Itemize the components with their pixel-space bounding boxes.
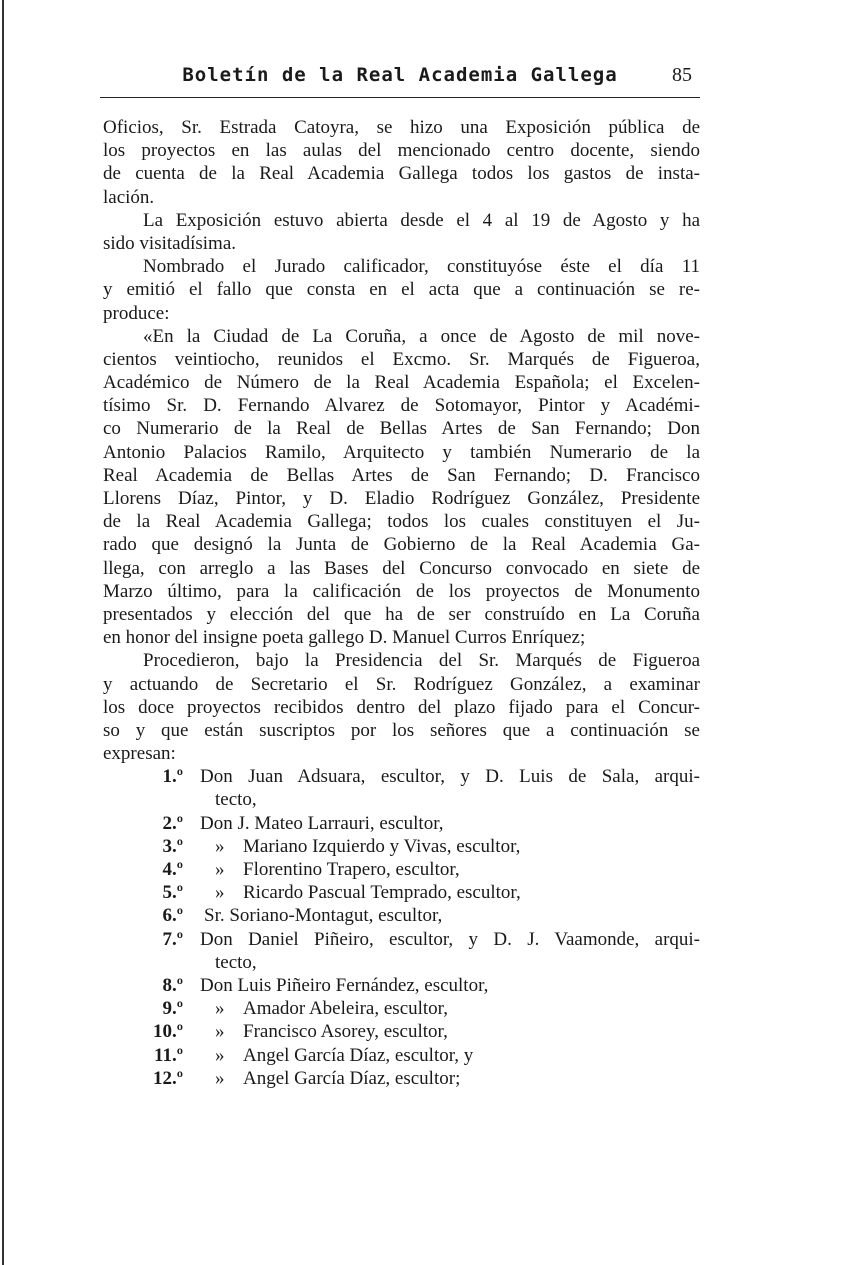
item-number: 6.º xyxy=(162,905,183,927)
text-line: Llorens Díaz, Pintor, y D. Eladio Rodríguez González, Presidente xyxy=(103,488,700,509)
item-text: Angel García Díaz, escultor; xyxy=(243,1067,461,1089)
item-text: Amador Abeleira, escultor, xyxy=(243,998,449,1020)
text-line: La Exposición estuvo abierta desde el 4 al 19 de Agosto y ha xyxy=(143,209,700,231)
item-number: 12.º xyxy=(152,1067,183,1089)
text-line: los proyectos en las aulas del mencionado centro docente, siendo xyxy=(103,140,700,162)
text-line: llega, con arreglo a las Bases del Concurso convocado en siete de xyxy=(103,557,700,579)
item-text: Angel García Díaz, escultor, y xyxy=(243,1044,474,1066)
ditto-mark: » xyxy=(215,835,225,857)
text-line: en honor del insigne poeta gallego D. Manuel Curros Enríquez; xyxy=(103,627,586,649)
item-number: 8.º xyxy=(162,974,183,996)
list-item xyxy=(103,835,700,858)
list-item xyxy=(103,765,700,788)
list-item xyxy=(103,904,700,927)
list-item-continuation xyxy=(103,951,700,974)
item-text: Francisco Asorey, escultor, xyxy=(243,1021,448,1043)
item-number: 4.º xyxy=(162,859,183,880)
ditto-mark: » xyxy=(215,1044,225,1066)
list-item-continuation xyxy=(103,788,700,811)
item-number: 3.º xyxy=(162,835,183,857)
list-item xyxy=(103,928,700,951)
text-line: Nombrado el Jurado calificador, constituyóse éste el día 11 xyxy=(143,256,700,278)
item-text: Florentino Trapero, escultor, xyxy=(243,859,460,880)
list-item xyxy=(103,858,700,881)
item-text: Sr. Soriano-Montagut, escultor, xyxy=(204,905,443,927)
item-text: Don Juan Adsuara, escultor, y D. Luis de Sala, arqui- xyxy=(200,766,700,788)
text-line: de la Real Academia Gallega; todos los cuales constituyen el Ju- xyxy=(103,511,700,533)
journal-title: Boletín de la Real Academia Gallega xyxy=(182,64,618,86)
running-header xyxy=(100,64,700,94)
text-line: Oficios, Sr. Estrada Catoyra, se hizo una Exposición pública de xyxy=(103,117,700,138)
text-line: expresan: xyxy=(103,743,176,765)
text-line: «En la Ciudad de La Coruña, a once de Agosto de mil nove- xyxy=(143,325,700,347)
item-text: Don Luis Piñeiro Fernández, escultor, xyxy=(200,974,489,996)
list-item xyxy=(103,881,700,904)
item-text: Don Daniel Piñeiro, escultor, y D. J. Vaamonde, arqui- xyxy=(200,928,700,950)
ditto-mark: » xyxy=(215,1067,225,1089)
ditto-mark: » xyxy=(215,998,225,1020)
item-text: Don J. Mateo Larrauri, escultor, xyxy=(200,812,444,834)
text-line: presentados y elección del que ha de ser construído en La Coruña xyxy=(103,603,700,625)
text-line: Procedieron, bajo la Presidencia del Sr. Marqués de Figueroa xyxy=(143,650,700,672)
list-item xyxy=(103,974,700,997)
text-line: los doce proyectos recibidos dentro del plazo fijado para el Concur- xyxy=(103,696,700,718)
text-line: cientos veintiocho, reunidos el Excmo. Sr. Marqués de Figueroa, xyxy=(103,348,700,370)
text-line: Marzo último, para la calificación de los proyectos de Monumento xyxy=(103,580,700,602)
text-line: y actuando de Secretario el Sr. Rodríguez González, a examinar xyxy=(103,673,700,695)
body-text xyxy=(103,116,700,1090)
item-number: 10.º xyxy=(152,1021,183,1043)
ditto-mark: » xyxy=(215,859,225,880)
text-line: rado que designó la Junta de Gobierno de la Real Academia Ga- xyxy=(103,534,700,556)
ditto-mark: » xyxy=(215,1021,225,1043)
text-line: de cuenta de la Real Academia Gallega todos los gastos de insta- xyxy=(103,163,700,185)
item-text: Ricardo Pascual Temprado, escultor, xyxy=(243,882,521,904)
text-line: Académico de Número de la Real Academia Española; el Excelen- xyxy=(103,372,700,394)
text-line: tísimo Sr. D. Fernando Alvarez de Sotomayor, Pintor y Académi- xyxy=(103,395,700,417)
item-number: 5.º xyxy=(162,882,183,904)
text-line: produce: xyxy=(103,302,170,324)
list-item xyxy=(103,1067,700,1090)
text-line: sido visitadísima. xyxy=(103,232,236,254)
text-line: co Numerario de la Real de Bellas Artes de San Fernando; Don xyxy=(103,418,700,440)
text-line: lación. xyxy=(103,186,155,208)
item-text: tecto, xyxy=(215,951,257,973)
item-number: 1.º xyxy=(162,766,183,788)
text-line: y emitió el fallo que consta en el acta que a continuación se re- xyxy=(103,279,700,301)
item-number: 2.º xyxy=(162,812,183,834)
page-edge xyxy=(2,0,4,1265)
item-number: 7.º xyxy=(162,928,183,950)
list-item xyxy=(103,812,700,835)
item-text: Mariano Izquierdo y Vivas, escultor, xyxy=(243,835,521,857)
item-text: tecto, xyxy=(215,789,257,811)
text-line: Real Academia de Bellas Artes de San Fernando; D. Francisco xyxy=(103,464,700,486)
list-item xyxy=(103,1020,700,1043)
page-number: 85 xyxy=(672,64,692,86)
ditto-mark: » xyxy=(215,882,225,904)
list-item xyxy=(103,1044,700,1067)
item-number: 9.º xyxy=(162,998,183,1020)
text-line: Antonio Palacios Ramilo, Arquitecto y también Numerario de la xyxy=(103,441,700,463)
item-number: 11.º xyxy=(154,1044,183,1066)
text-line: so y que están suscriptos por los señores que a continuación se xyxy=(103,719,700,741)
list-item xyxy=(103,997,700,1020)
header-rule xyxy=(100,97,700,98)
